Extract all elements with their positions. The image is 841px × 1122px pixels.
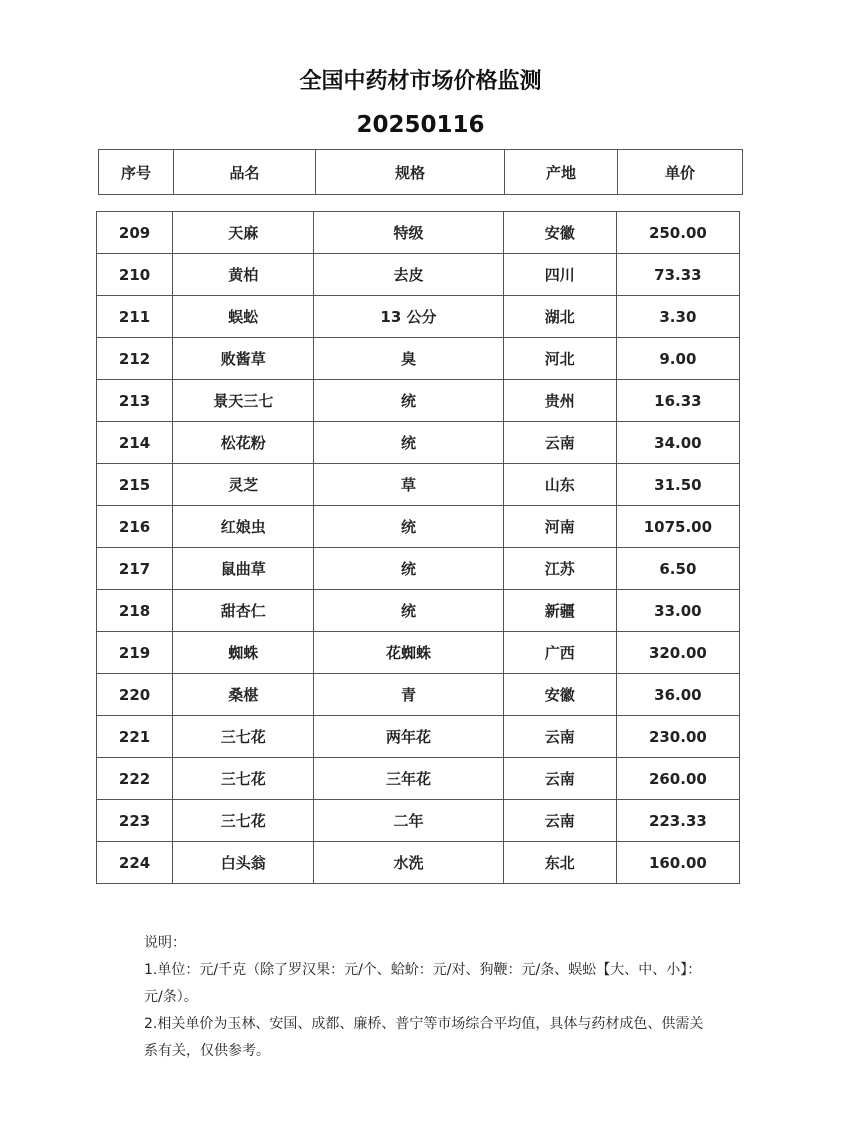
- cell-spec: 统: [314, 422, 503, 464]
- cell-origin: 河北: [503, 338, 616, 380]
- cell-origin: 湖北: [503, 296, 616, 338]
- cell-index: 212: [97, 338, 173, 380]
- cell-spec: 13 公分: [314, 296, 503, 338]
- cell-price: 3.30: [616, 296, 739, 338]
- cell-index: 209: [97, 212, 173, 254]
- cell-origin: 云南: [503, 422, 616, 464]
- cell-name: 天麻: [173, 212, 314, 254]
- cell-price: 36.00: [616, 674, 739, 716]
- cell-name: 鼠曲草: [173, 548, 314, 590]
- cell-index: 222: [97, 758, 173, 800]
- cell-name: 白头翁: [173, 842, 314, 884]
- cell-price: 250.00: [616, 212, 739, 254]
- cell-spec: 二年: [314, 800, 503, 842]
- table-row: [97, 590, 740, 632]
- cell-name: 蜘蛛: [173, 632, 314, 674]
- cell-index: 211: [97, 296, 173, 338]
- cell-index: 224: [97, 842, 173, 884]
- header-spec: 规格: [316, 150, 505, 195]
- cell-index: 217: [97, 548, 173, 590]
- cell-spec: 特级: [314, 212, 503, 254]
- cell-name: 败酱草: [173, 338, 314, 380]
- cell-price: 33.00: [616, 590, 739, 632]
- cell-name: 蜈蚣: [173, 296, 314, 338]
- cell-spec: 臭: [314, 338, 503, 380]
- cell-name: 黄柏: [173, 254, 314, 296]
- table-row: [97, 506, 740, 548]
- page-title: 全国中药材市场价格监测: [299, 69, 542, 94]
- cell-origin: 云南: [503, 716, 616, 758]
- cell-spec: 统: [314, 548, 503, 590]
- cell-index: 223: [97, 800, 173, 842]
- cell-name: 灵芝: [173, 464, 314, 506]
- cell-price: 1075.00: [616, 506, 739, 548]
- cell-spec: 三年花: [314, 758, 503, 800]
- cell-price: 320.00: [616, 632, 739, 674]
- cell-spec: 水洗: [314, 842, 503, 884]
- notes-line-2: 2.相关单价为玉林、安国、成都、廉桥、普宁等市场综合平均值，具体与药材成色、供需关系有关，仅供参考。: [144, 1016, 704, 1059]
- cell-price: 9.00: [616, 338, 739, 380]
- cell-index: 214: [97, 422, 173, 464]
- table-row: [97, 422, 740, 464]
- cell-index: 215: [97, 464, 173, 506]
- cell-index: 210: [97, 254, 173, 296]
- notes: [144, 930, 704, 1065]
- cell-price: 6.50: [616, 548, 739, 590]
- cell-origin: 云南: [503, 758, 616, 800]
- cell-index: 221: [97, 716, 173, 758]
- table-header: [98, 149, 743, 195]
- cell-name: 红娘虫: [173, 506, 314, 548]
- table-row: [97, 758, 740, 800]
- cell-index: 220: [97, 674, 173, 716]
- table-row: [97, 254, 740, 296]
- table-row: [97, 548, 740, 590]
- cell-origin: 山东: [503, 464, 616, 506]
- cell-origin: 广西: [503, 632, 616, 674]
- table-row: [97, 674, 740, 716]
- cell-index: 218: [97, 590, 173, 632]
- cell-origin: 安徽: [503, 674, 616, 716]
- cell-origin: 东北: [503, 842, 616, 884]
- header-row: [99, 150, 743, 195]
- notes-heading: 说明：: [144, 935, 186, 951]
- cell-spec: 去皮: [314, 254, 503, 296]
- cell-spec: 统: [314, 590, 503, 632]
- header-origin: 产地: [505, 150, 618, 195]
- cell-origin: 安徽: [503, 212, 616, 254]
- cell-spec: 草: [314, 464, 503, 506]
- cell-name: 松花粉: [173, 422, 314, 464]
- table-row: [97, 842, 740, 884]
- table-row: [97, 212, 740, 254]
- cell-index: 213: [97, 380, 173, 422]
- table-row: [97, 338, 740, 380]
- price-table-body: [97, 212, 740, 884]
- cell-spec: 统: [314, 506, 503, 548]
- cell-name: 三七花: [173, 800, 314, 842]
- price-table: [96, 211, 740, 884]
- cell-price: 16.33: [616, 380, 739, 422]
- cell-index: 219: [97, 632, 173, 674]
- cell-origin: 云南: [503, 800, 616, 842]
- cell-price: 160.00: [616, 842, 739, 884]
- cell-price: 223.33: [616, 800, 739, 842]
- cell-price: 31.50: [616, 464, 739, 506]
- cell-spec: 统: [314, 380, 503, 422]
- table-row: [97, 380, 740, 422]
- cell-name: 景天三七: [173, 380, 314, 422]
- header-price: 单价: [618, 150, 743, 195]
- cell-index: 216: [97, 506, 173, 548]
- cell-name: 三七花: [173, 758, 314, 800]
- header-index: 序号: [99, 150, 174, 195]
- cell-price: 73.33: [616, 254, 739, 296]
- report-date: 20250116: [356, 112, 485, 138]
- table-row: [97, 296, 740, 338]
- table-row: [97, 464, 740, 506]
- table-row: [97, 632, 740, 674]
- header-name: 品名: [174, 150, 316, 195]
- cell-name: 三七花: [173, 716, 314, 758]
- notes-line-1: 1.单位：元/千克（除了罗汉果：元/个、蛤蚧：元/对、狗鞭：元/条、蜈蚣【大、中、小】：元/条）。: [144, 962, 702, 1005]
- cell-origin: 新疆: [503, 590, 616, 632]
- cell-spec: 花蜘蛛: [314, 632, 503, 674]
- cell-name: 桑椹: [173, 674, 314, 716]
- cell-price: 34.00: [616, 422, 739, 464]
- cell-origin: 贵州: [503, 380, 616, 422]
- table-row: [97, 800, 740, 842]
- cell-name: 甜杏仁: [173, 590, 314, 632]
- cell-price: 260.00: [616, 758, 739, 800]
- cell-spec: 青: [314, 674, 503, 716]
- cell-origin: 江苏: [503, 548, 616, 590]
- cell-origin: 四川: [503, 254, 616, 296]
- cell-spec: 两年花: [314, 716, 503, 758]
- table-row: [97, 716, 740, 758]
- cell-origin: 河南: [503, 506, 616, 548]
- cell-price: 230.00: [616, 716, 739, 758]
